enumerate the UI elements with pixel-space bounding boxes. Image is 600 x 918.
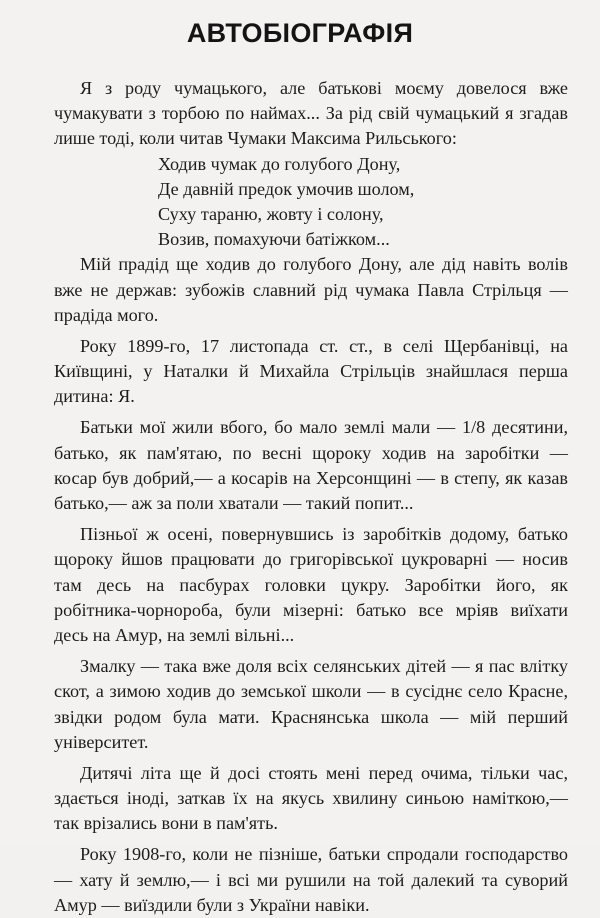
text-line: скот, а зимою ходив до земської школи — в сусіднє село Красне, <box>54 681 568 702</box>
verse-line: Суху тараню, жовту і солону, <box>158 203 384 224</box>
verse-line: Де давній предок умочив шолом, <box>158 178 415 199</box>
text-line: Батьки мої жили вбого, бо мало землі мали — 1/8 десятини, <box>80 417 568 438</box>
text-line: батько, як пам'ятаю, по весні щороку ходив на заробітки — <box>54 442 568 463</box>
text-line: там десь на пасбурах головки цукру. Заробітки його, як <box>54 574 568 595</box>
text-line: косар був добрий,— а косарів на Херсонщині — в степу, як казав <box>54 467 568 488</box>
text-line: Дитячі літа ще й досі стоять мені перед очима, тільки час, <box>80 762 568 783</box>
text-line: робітника-чорнороба, були мізерні: батько все мріяв виїхати <box>54 599 568 620</box>
text-line: звідки родом була мати. Краснянська школа — мій перший <box>54 706 568 727</box>
text-line: університет. <box>54 731 149 752</box>
text-line: батько,— аж за поли хватали — такий попит... <box>54 493 414 513</box>
text-line: Змалку — така вже доля всіх селянських дітей — я пас влітку <box>80 656 568 677</box>
text-line: лише тоді, коли читав Чумаки Максима Рильського: <box>54 128 457 149</box>
text-line: вже не держав: зубожів славний рід чумака Павла Стрільця — <box>54 279 568 300</box>
page-title: АВТОБІОГРАФІЯ <box>186 18 414 48</box>
body-text <box>54 76 568 918</box>
verse-line: Ходив чумак до голубого Дону, <box>158 153 401 174</box>
text-line: Київщині, у Наталки й Михайла Стрільців знайшлася перша <box>54 361 568 382</box>
text-line: — хату й землю,— і всі ми рушили на той далекий та суворий <box>54 869 568 890</box>
text-line: Я з роду чумацького, але батькові моєму довелося вже <box>80 78 568 98</box>
text-line: десь на Амур, на землі вільні... <box>54 624 295 645</box>
text-line: здається іноді, заткав їх на якусь хвилину синьою наміткою,— <box>54 788 568 809</box>
text-line: прадіда мого. <box>54 304 159 325</box>
text-line: Мій прадід ще ходив до голубого Дону, але дід навіть волів <box>80 254 568 275</box>
text-line: Року 1908-го, коли не пізніше, батьки спродали господарство <box>80 844 568 865</box>
text-line: так врізались вони в пам'ять. <box>54 813 278 834</box>
verse-line: Возив, помахуючи батіжком... <box>158 229 390 250</box>
text-line: Пізньої ж осені, повернувшись із заробітків додому, батько <box>80 524 568 545</box>
text-line: дитина: Я. <box>54 386 135 407</box>
text-line: Року 1899-го, 17 листопада ст. ст., в селі Щербанівці, на <box>80 335 568 356</box>
text-line: чумакувати з торбою по наймах... За рід свій чумацький я згадав <box>54 103 568 124</box>
text-line: Амур — виїздили були з України навіки. <box>54 894 370 915</box>
text-line: щороку йшов працювати до григорівської цукроварні — носив <box>54 549 568 570</box>
